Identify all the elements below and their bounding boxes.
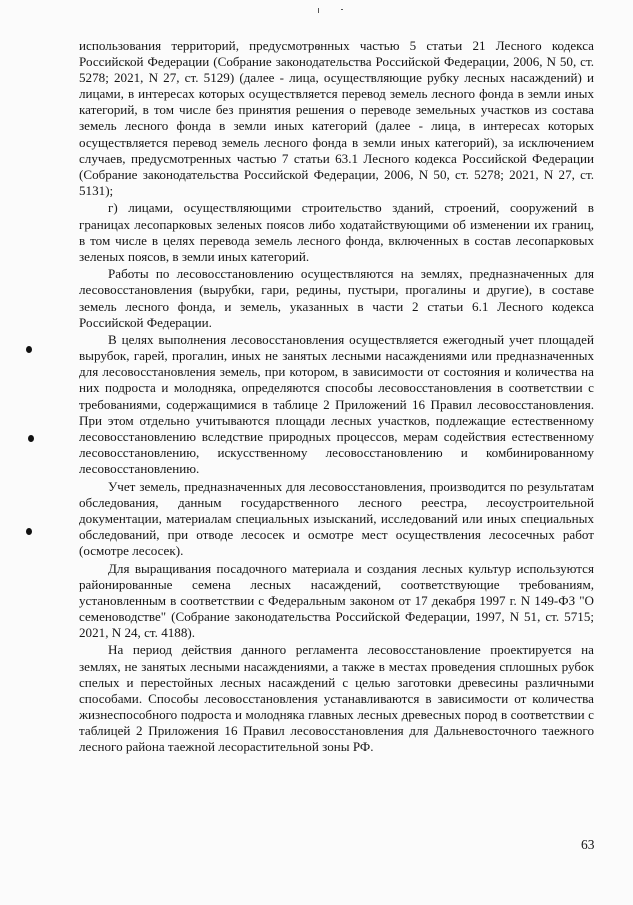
paragraph: Учет земель, предназначенных для лесовосстановления, производится по результатам обследования, данным государственного лесного реестра, лесоустроительной документации, материалам специальных изысканий, исследований или иных специальных обследований, при отводе лесосек и осмотре мест осуществления лесосечных работ (осмотре лесосек). <box>79 478 594 558</box>
scan-speck <box>341 9 343 10</box>
binder-hole-mark <box>28 435 34 442</box>
scan-speck <box>318 8 319 13</box>
binder-hole-mark <box>26 528 32 535</box>
paragraph: Для выращивания посадочного материала и создания лесных культур используются районированные семена лесных насаждений, соответствующие требованиям, установленным в соответствии с Федеральным законом от 17 декабря 1997 г. N 149-ФЗ "О семеноводстве" (Собрание законодательства Российской Федерации, 1997, N 51, ст. 5715; 2021, N 24, ст. 4188). <box>79 560 594 640</box>
paragraph: г) лицами, осуществляющими строительство зданий, строений, сооружений в границах лесопарковых зеленых поясов либо ходатайствующими об изменении их границ, в том числе в целях перевода земель лесного фонда, включенных в состав лесопарковых зеленых поясов, в земли иных категорий. <box>79 200 594 264</box>
page-number: 63 <box>581 837 595 852</box>
document-body <box>79 38 594 757</box>
paragraph: В целях выполнения лесовосстановления осуществляется ежегодный учет площадей вырубок, гарей, прогалин, иных не занятых лесными насаждениями или предназначенных для лесовосстановления земель, при котором, в зависимости от состояния и количества на них подроста и молодняка, определяются способы лесовосстановления в соответствии с требованиями, содержащимися в таблице 2 Приложений 16 Правил лесовосстановления. При этом отдельно учитываются площади лесных участков, подлежащие естественному лесовосстановлению вследствие природных процессов, мерам содействия естественному лесовосстановлению, искусственному лесовосстановлению и комбинированному лесовосстановлению. <box>79 332 594 476</box>
paragraph: Работы по лесовосстановлению осуществляются на землях, предназначенных для лесовосстановления (вырубки, гари, редины, пустыри, прогалины и другие), в составе земель лесного фонда, и земель, указанных в части 2 статьи 6.1 Лесного кодекса Российской Федерации. <box>79 266 594 330</box>
binder-hole-mark <box>26 346 32 353</box>
paragraph: На период действия данного регламента лесовосстановление проектируется на землях, не занятых лесными насаждениями, а также в местах проведения сплошных рубок спелых и перестойных лесных насаждений с целью заготовки древесины различными способами. Способы лесовосстановления устанавливаются в зависимости от количества жизнеспособного подроста и молодняка главных лесных древесных пород в соответствии с таблицей 2 Приложения 16 Правил лесовосстановления для Дальневосточного таежного лесного района таежной лесорастительной зоны РФ. <box>79 642 594 755</box>
paragraph: использования территорий, предусмотренных частью 5 статьи 21 Лесного кодекса Российской Федерации (Собрание законодательства Российской Федерации, 2006, N 50, ст. 5278; 2021, N 27, ст. 5129) (далее - лица, осуществляющие рубку лесных насаждений) и лицами, в интересах которых осуществляется перевод земель лесного фонда в земли иных категорий, в том числе без принятия решения о переводе земельных участков из состава земель лесного фонда в земли иных категорий (далее - лица, в интересах которых осуществляется перевод земель лесного фонда в земли иных категорий), за исключением случаев, предусмотренных частью 7 статьи 63.1 Лесного кодекса Российской Федерации (Собрание законодательства Российской Федерации, 2006, N 50, ст. 5278; 2021, N 27, ст. 5131); <box>79 38 594 198</box>
